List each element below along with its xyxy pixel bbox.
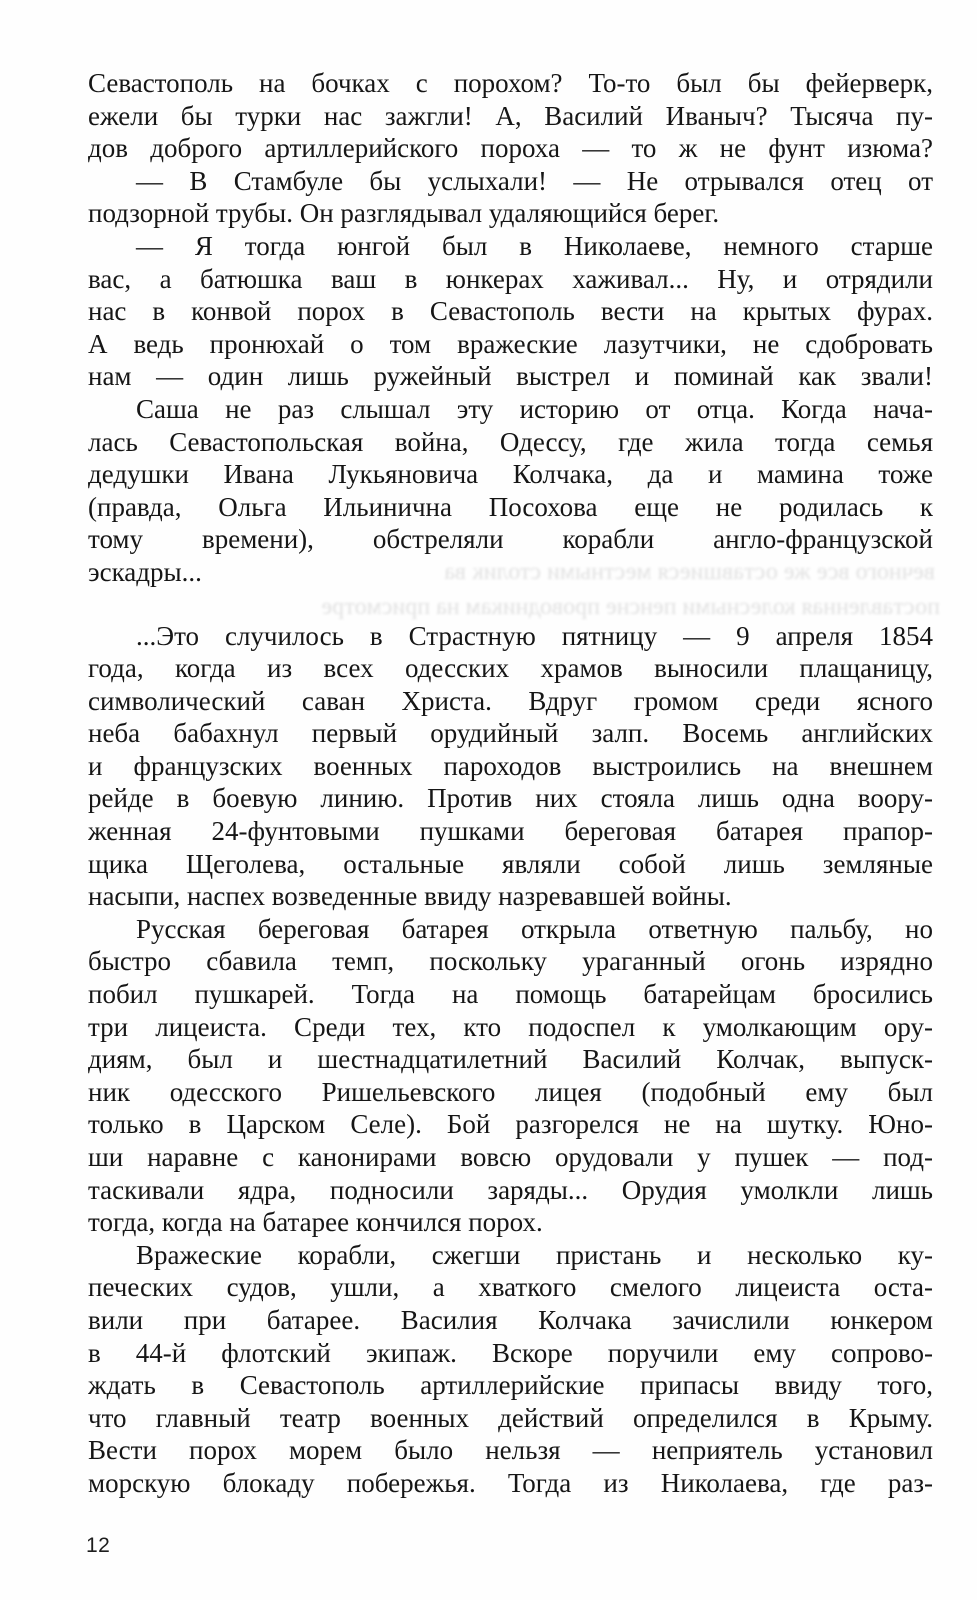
text-line: ...Это случилось в Страстную пятницу — 9 апреля 1854 — [136, 620, 933, 651]
text-line: Вести порох морем было нельзя — неприятель установил — [88, 1435, 933, 1466]
text-line: женная 24-фунтовыми пушками береговая батарея прапор- — [88, 816, 933, 847]
text-line: эскадры... — [88, 556, 202, 587]
text-line: что главный театр военных действий определился в Крыму. — [88, 1402, 933, 1433]
bleedthrough-text: вечного все же оставшиеся местными столик ва — [444, 559, 935, 585]
text-line: нам — один лишь ружейный выстрел и поминай как звали! — [88, 361, 933, 392]
text-line: тому времени), обстреляли корабли англо-французской — [88, 524, 933, 555]
text-line: щика Щеголева, остальные являли собой лишь земляные — [88, 848, 933, 879]
text-line: насыпи, наспех возведенные ввиду назревавшей войны. — [88, 881, 732, 912]
text-line: Севастополь на бочках с порохом? То-то был бы фейерверк, — [88, 68, 933, 98]
text-line: подзорной трубы. Он разглядывал удаляющийся берег. — [88, 198, 720, 229]
text-line: в 44-й флотский экипаж. Вскоре поручили ему сопрово- — [88, 1337, 933, 1368]
section-break — [88, 589, 933, 620]
text-line: — Я тогда юнгой был в Николаеве, немного старше — [136, 230, 933, 261]
text-line: А ведь пронюхай о том вражеские лазутчики, не сдобровать — [88, 328, 933, 359]
page-number: 12 — [86, 1534, 111, 1557]
page-text — [88, 67, 933, 1500]
text-line: вили при батарее. Василия Колчака зачислили юнкером — [88, 1304, 933, 1335]
text-line: нас в конвой порох в Севастополь вести на крытых фурах. — [88, 296, 933, 327]
text-line: символический саван Христа. Вдруг громом среди ясного — [88, 685, 933, 716]
bleedthrough-text: поставленная колесными пенсне проводникам на присмотре — [321, 594, 940, 620]
text-line: три лицеиста. Среди тех, кто подоспел к умолкающим ору- — [88, 1011, 933, 1042]
text-line: только в Царском Селе). Бой разгорелся не на шутку. Юно- — [88, 1109, 933, 1140]
text-line: лась Севастопольская война, Одессу, где жила тогда семья — [88, 426, 933, 457]
text-line: Русская береговая батарея открыла ответную пальбу, но — [136, 913, 933, 944]
text-line: побил пушкарей. Тогда на помощь батарейцам бросились — [88, 979, 933, 1010]
text-line: диям, был и шестнадцатилетний Василий Колчак, выпуск- — [88, 1044, 933, 1075]
text-line: ши наравне с канонирами вовсю орудовали у пушек — под- — [88, 1142, 933, 1172]
text-line: тогда, когда на батарее кончился порох. — [88, 1207, 543, 1238]
text-line: рейде в боевую линию. Против них стояла лишь одна воору- — [88, 783, 933, 814]
text-line: ежели бы турки нас зажгли! А, Василий Иваныч? Тысяча пу- — [88, 100, 933, 131]
text-line: Вражеские корабли, сжегши пристань и несколько ку- — [136, 1239, 933, 1270]
text-line: (правда, Ольга Ильинична Посохова еще не родилась к — [88, 491, 933, 522]
text-line: Саша не раз слышал эту историю от отца. Когда нача- — [136, 393, 933, 424]
text-line: печеских судов, ушли, а хваткого смелого лицеиста оста- — [88, 1272, 933, 1303]
text-line: морскую блокаду побережья. Тогда из Николаева, где раз- — [88, 1467, 933, 1498]
text-line: и французских военных пароходов выстроились на внешнем — [88, 750, 933, 781]
text-line: — В Стамбуле бы услыхали! — Не отрывался отец от — [136, 165, 933, 196]
text-line: года, когда из всех одесских храмов выносили плащаницу, — [88, 653, 933, 684]
text-line: неба бабахнул первый орудийный залп. Восемь английских — [88, 718, 933, 749]
text-line: дедушки Ивана Лукьяновича Колчака, да и мамина тоже — [88, 459, 933, 490]
text-line: ник одесского Ришельевского лицея (подобный ему был — [88, 1076, 933, 1107]
text-line: вас, а батюшка ваш в юнкерах хаживал... Ну, и отрядили — [88, 263, 933, 294]
text-line: быстро сбавила темп, поскольку ураганный огонь изрядно — [88, 946, 933, 977]
text-line: таскивали ядра, подносили заряды... Орудия умолкли лишь — [88, 1174, 933, 1205]
text-line: дов доброго артиллерийского пороха — то ж не фунт изюма? — [88, 133, 933, 164]
text-line: ждать в Севастополь артиллерийские припасы ввиду того, — [88, 1370, 933, 1401]
